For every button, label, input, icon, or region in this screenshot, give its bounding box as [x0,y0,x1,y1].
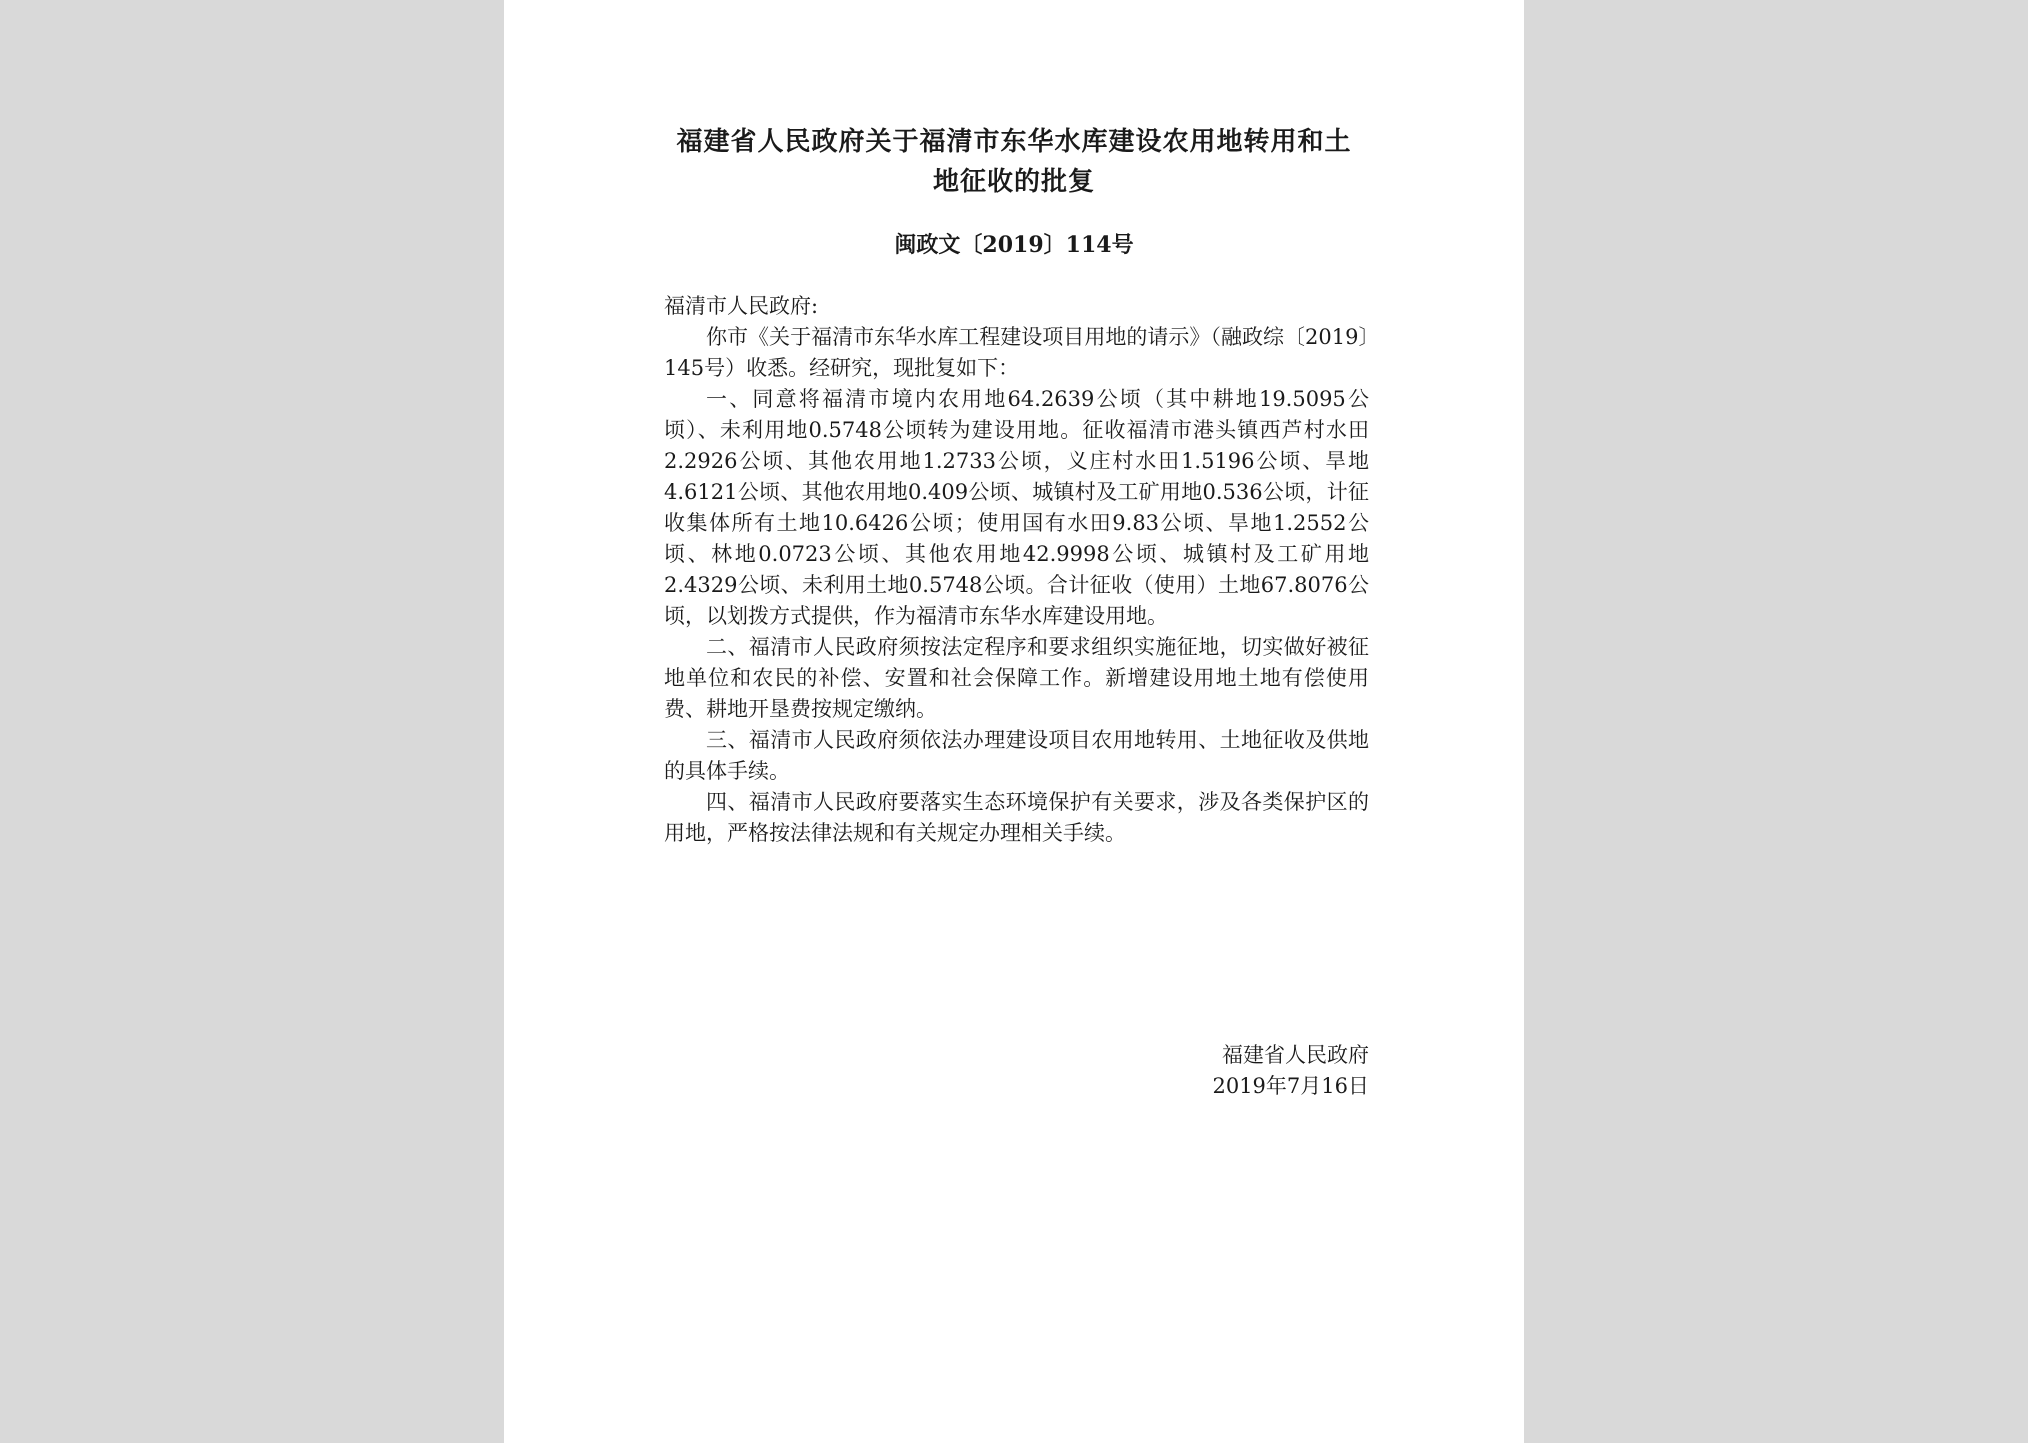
salutation: 福清市人民政府: [664,294,819,318]
signature-org: 福建省人民政府 [1222,1043,1369,1067]
document-page [504,0,1524,1443]
paragraph-item-3: 三、福清市人民政府须依法办理建设项目农用地转用、土地征收及供地的具体手续。 [664,728,1369,783]
paragraph-item-1: 一、同意将福清市境内农用地64.2639公顷（其中耕地19.5095公顷）、未利用地0.5748公顷转为建设用地。征收福清市港头镇西芦村水田2.2926公顷、其他农用地1.2733公顷，义庄村水田1.5196公顷、旱地4.6121公顷、其他农用地0.409公顷、城镇村及工矿用地0.536公顷，计征收集体所有土地10.6426公顷；使用国有水田9.83公顷、旱地1.2552公顷、林地0.0723公顷、其他农用地42.9998公顷、城镇村及工矿用地2.4329公顷、未利用土地0.5748公顷。合计征收（使用）土地67.8076公顷，以划拨方式提供，作为福清市东华水库建设用地。 [664,387,1369,628]
document-title: 福建省人民政府关于福清市东华水库建设农用地转用和土地征收的批复 [676,127,1352,197]
paragraph-item-4: 四、福清市人民政府要落实生态环境保护有关要求，涉及各类保护区的用地，严格按法律法规和有关规定办理相关手续。 [664,790,1369,845]
document-number: 闽政文〔2019〕114号 [894,232,1134,258]
signature-block [664,1040,1369,1102]
paragraph-item-2: 二、福清市人民政府须按法定程序和要求组织实施征地，切实做好被征地单位和农民的补偿、安置和社会保障工作。新增建设用地土地有偿使用费、耕地开垦费按规定缴纳。 [664,635,1369,721]
signature-date: 2019年7月16日 [1212,1074,1369,1098]
paragraph-intro: 你市《关于福清市东华水库工程建设项目用地的请示》（融政综〔2019〕145号）收悉。经研究，现批复如下： [664,325,1369,380]
document-body [664,291,1369,849]
